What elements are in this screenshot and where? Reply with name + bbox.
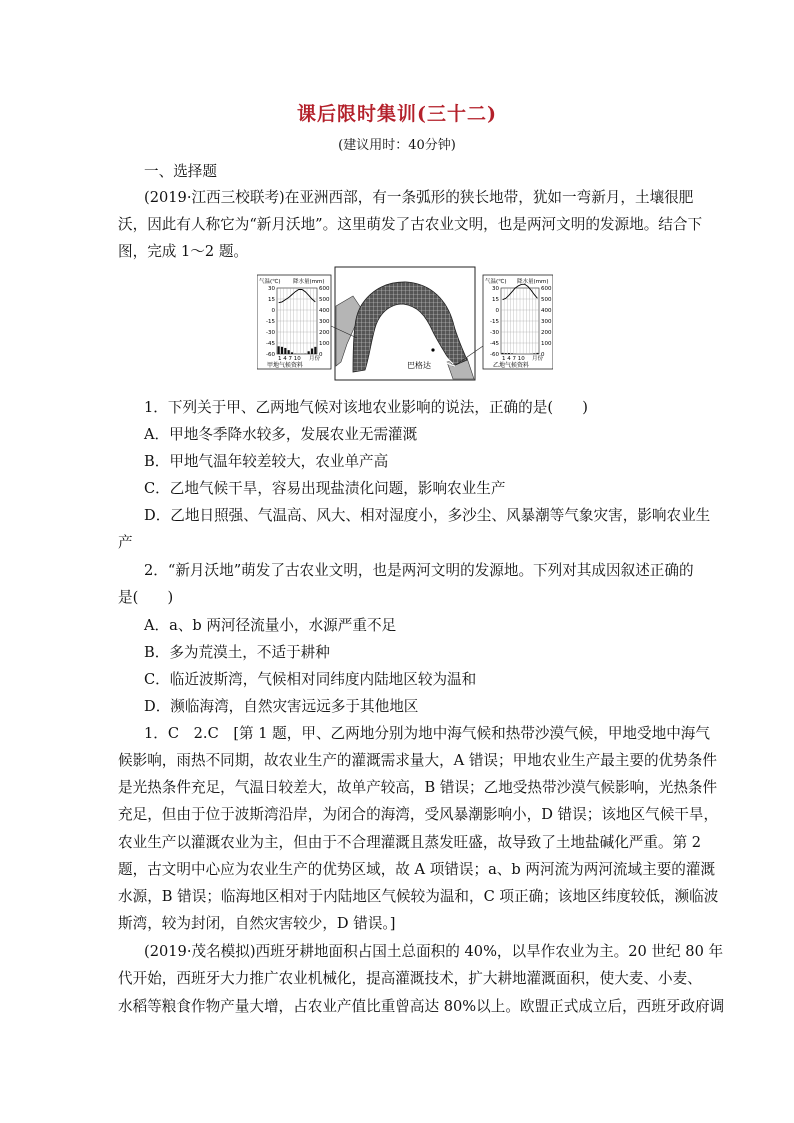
right-climate-chart — [483, 275, 553, 369]
q2-option-a: A．a、b 两河径流量小，水源严重不足 — [144, 617, 397, 634]
left-precip-tick: 0 — [319, 352, 323, 358]
answer-line-6: 题，古文明中心应为农业生产的优势区域，故 A 项错误；a、b 两河流为两河流域主要的灌溉 — [118, 861, 716, 878]
right-caption: 乙地气候资料 — [493, 362, 530, 369]
left-temp-tick: 30 — [268, 286, 275, 292]
map-label-baghdad: 巴格达 — [407, 361, 431, 370]
q2-option-b: B．多为荒漠土，不适于耕种 — [144, 644, 330, 661]
left-precip-tick: 200 — [319, 330, 330, 336]
left-precip-bar — [291, 352, 293, 354]
right-temp-tick: 15 — [492, 297, 499, 303]
intro-line-1: (2019·江西三校联考)在亚洲西部，有一条弧形的狭长地带，犹如一弯新月，土壤很肥 — [144, 189, 694, 206]
left-month-unit: 月份 — [309, 356, 321, 362]
left-precip-tick: 300 — [319, 319, 330, 325]
right-temp-tick: -30 — [490, 330, 499, 336]
left-precip-bar — [281, 347, 283, 354]
left-temp-tick: 15 — [268, 297, 275, 303]
intro-line-2: 沃，因此有人称它为“新月沃地”。这里萌发了古农业文明，也是两河文明的发源地。结合下 — [118, 216, 703, 233]
left-precip-bar — [284, 348, 286, 354]
right-month-unit: 月份 — [532, 356, 544, 362]
q2-stem-line2: 是( ) — [118, 589, 174, 606]
right-precip-tick: 100 — [541, 341, 552, 347]
right-precip-tick: 600 — [541, 286, 552, 292]
left-temp-tick: -30 — [266, 330, 275, 336]
left-precip-bar — [288, 350, 290, 354]
left-precip-bar — [311, 349, 313, 355]
right-precip-tick: 500 — [541, 297, 552, 303]
right-precip-bar — [502, 353, 504, 354]
left-precip-tick: 500 — [319, 297, 330, 303]
right-months: 1 4 7 10 — [502, 356, 525, 362]
page-title: 课后限时集训(三十二) — [297, 103, 497, 125]
intro-line-3: 图，完成 1～2 题。 — [118, 243, 249, 260]
left-temp-label: 气温(℃) — [259, 279, 281, 285]
para2-line-1: (2019·茂名模拟)西班牙耕地面积占国土总面积的 40%，以旱作农业为主。20 世纪 80 年 — [144, 943, 724, 960]
answer-line-3: 是光热条件充足，气温日较差大，故单产较高，B 错误；乙地受热带沙漠气候影响，光热条件 — [118, 779, 718, 796]
right-precip-bar — [511, 353, 513, 354]
right-precip-tick: 300 — [541, 319, 552, 325]
answer-line-1: 1．C 2.C [第 1 题，甲、乙两地分别为地中海气候和热带沙漠气候，甲地受地中海气 — [144, 725, 710, 742]
right-temp-tick: -45 — [490, 341, 499, 347]
answer-line-4: 充足，但由于位于波斯湾沿岸，为闭合的海湾，受风暴潮影响小，D 错误；该地区气候干旱， — [118, 806, 719, 823]
right-precip-tick: 400 — [541, 308, 552, 314]
answer-line-8: 斯湾，较为封闭，自然灾害较少，D 错误。] — [118, 915, 396, 932]
left-temp-tick: -15 — [266, 319, 275, 325]
q1-option-b: B．甲地气温年较差较大，农业单产高 — [144, 453, 389, 470]
section-heading: 一、选择题 — [144, 163, 217, 180]
right-precip-bar — [505, 353, 507, 354]
left-precip-tick: 100 — [319, 341, 330, 347]
q1-option-d-line1: D．乙地日照强、气温高、风大、相对湿度小，多沙尘、风暴潮等气象灾害，影响农业生 — [144, 507, 711, 524]
q1-option-a: A．甲地冬季降水较多，发展农业无需灌溉 — [144, 426, 418, 443]
q1-option-c: C．乙地气候干旱，容易出现盐渍化问题，影响农业生产 — [144, 480, 506, 497]
para2-line-2: 代开始，西班牙大力推广农业机械化，提高灌溉技术，扩大耕地灌溉面积，使大麦、小麦、 — [118, 970, 702, 987]
left-temp-tick: 0 — [271, 308, 275, 314]
right-precip-bar — [533, 353, 535, 354]
left-precip-bar — [308, 351, 310, 354]
right-precip-tick: 0 — [541, 352, 545, 358]
baghdad-dot — [431, 348, 434, 351]
left-precip-label: 降水量(mm) — [293, 279, 325, 285]
page-subtitle: (建议用时：40分钟) — [338, 138, 456, 153]
answer-line-2: 候影响，雨热不同期，故农业生产的灌溉需求量大，A 错误；甲地农业生产最主要的优势条件 — [118, 752, 717, 769]
left-climate-chart — [257, 275, 331, 369]
answer-line-5: 农业生产以灌溉农业为主，但由于不合理灌溉且蒸发旺盛，故导致了土地盐碱化严重。第 2 — [118, 834, 702, 851]
q1-stem: 1．下列关于甲、乙两地气候对该地农业影响的说法，正确的是( ) — [144, 399, 588, 416]
left-precip-tick: 600 — [319, 286, 330, 292]
right-temp-label: 气温(℃) — [485, 279, 507, 285]
left-precip-bar — [314, 347, 316, 354]
crescent-map-figure — [257, 266, 553, 384]
right-temp-tick: 0 — [495, 308, 499, 314]
q2-option-c: C．临近波斯湾，气候相对同纬度内陆地区较为温和 — [144, 671, 477, 688]
left-precip-tick: 400 — [319, 308, 330, 314]
q2-option-d: D．濒临海湾，自然灾害远远多于其他地区 — [144, 698, 419, 715]
q2-stem-line1: 2．“新月沃地”萌发了古农业文明，也是两河文明的发源地。下列对其成因叙述正确的 — [144, 562, 694, 579]
right-precip-label: 降水量(mm) — [517, 279, 549, 285]
right-temp-tick: 30 — [492, 286, 499, 292]
right-temp-tick: -15 — [490, 319, 499, 325]
right-temp-tick: -60 — [490, 352, 499, 358]
left-precip-bar — [278, 346, 280, 354]
map-label-b: b — [381, 329, 387, 339]
right-precip-bar — [536, 353, 538, 354]
right-precip-bar — [508, 353, 510, 354]
left-temp-tick: -45 — [266, 341, 275, 347]
right-precip-tick: 200 — [541, 330, 552, 336]
left-months: 1 4 7 10 — [278, 356, 301, 362]
answer-line-7: 水源，B 错误；临海地区相对于内陆地区气候较为温和，C 项正确；该地区纬度较低，濒临波 — [118, 888, 719, 905]
map-label-a: a — [407, 315, 412, 324]
q1-option-d-line2: 产 — [118, 534, 133, 551]
left-temp-tick: -60 — [266, 352, 275, 358]
left-caption: 甲地气候资料 — [267, 362, 304, 369]
para2-line-3: 水稻等粮食作物产量大增，占农业产值比重曾高达 80%以上。欧盟正式成立后，西班牙政府调 — [118, 998, 725, 1015]
